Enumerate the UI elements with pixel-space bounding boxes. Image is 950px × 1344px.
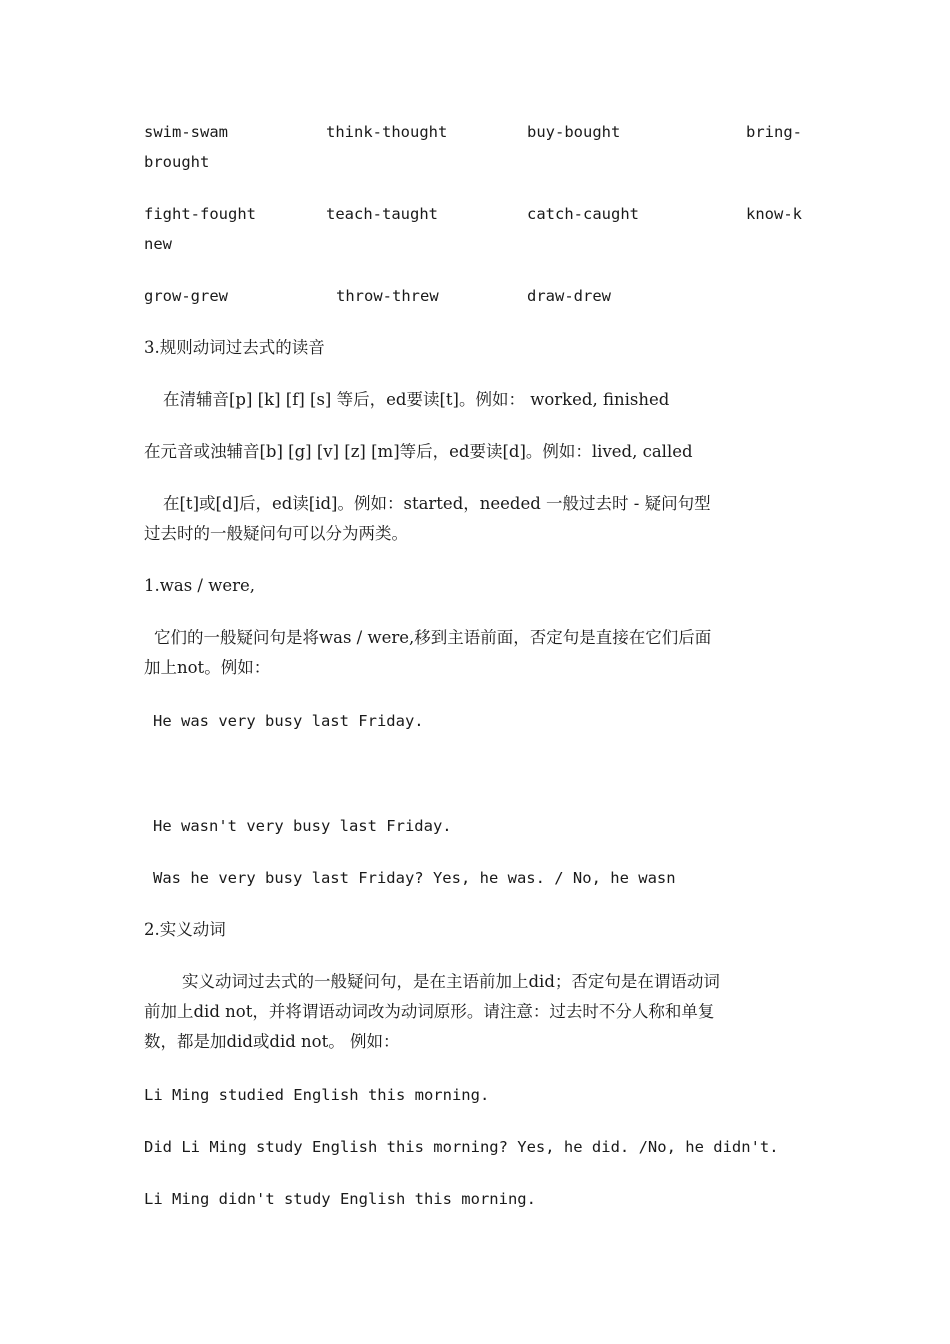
verb-pair: know-k: [746, 205, 802, 223]
example-sentence: He wasn't very busy last Friday.: [153, 817, 452, 835]
verb-pair: buy-bought: [527, 123, 621, 141]
paragraph-line: 前加上did not，并将谓语动词改为动词原形。请注意：过去时不分人称和单复: [144, 1002, 715, 1021]
verb-pair: swim-swam: [144, 123, 228, 141]
example-sentence: Li Ming didn't study English this morning.: [144, 1190, 536, 1208]
paragraph-rule-t: 在清辅音[p] [k] [f] [s] 等后，ed要读[t]。例如： worked, finished: [163, 390, 670, 409]
paragraph-rule-d: 在元音或浊辅音[b] [g] [v] [z] [m]等后，ed要读[d]。例如：lived, called: [144, 442, 693, 461]
paragraph-rule-id: 在[t]或[d]后，ed读[id]。例如：started，needed 一般过去时 - 疑问句型: [163, 494, 711, 513]
verb-pair: catch-caught: [527, 205, 639, 223]
paragraph-intro: 过去时的一般疑问句可以分为两类。: [144, 524, 408, 543]
paragraph-line: 实义动词过去式的一般疑问句，是在主语前加上did；否定句是在谓语动词: [182, 972, 720, 991]
verb-pair-wrap: brought: [144, 153, 210, 171]
paragraph-line: 数，都是加did或did not。 例如：: [144, 1032, 400, 1051]
verb-pair: draw-drew: [527, 287, 611, 305]
subsection-heading: 2.实义动词: [144, 920, 226, 939]
subsection-heading: 1.was / were,: [144, 576, 256, 595]
example-sentence: Was he very busy last Friday? Yes, he was. / No, he wasn: [153, 869, 676, 887]
verb-pair: think-thought: [326, 123, 448, 141]
verb-pair-wrap: new: [144, 235, 172, 253]
verb-pair: grow-grew: [144, 287, 228, 305]
example-sentence: He was very busy last Friday.: [153, 712, 424, 730]
section-heading: 3.规则动词过去式的读音: [144, 338, 325, 357]
paragraph-line: 它们的一般疑问句是将was / were,移到主语前面，否定句是直接在它们后面: [154, 628, 712, 647]
verb-pair: teach-taught: [326, 205, 438, 223]
example-sentence: Li Ming studied English this morning.: [144, 1086, 490, 1104]
verb-pair: throw-threw: [336, 287, 439, 305]
paragraph-line: 加上not。例如：: [144, 658, 271, 677]
verb-pair: bring-: [746, 123, 802, 141]
example-sentence: Did Li Ming study English this morning? Yes, he did. /No, he didn't.: [144, 1138, 779, 1156]
verb-pair: fight-fought: [144, 205, 256, 223]
